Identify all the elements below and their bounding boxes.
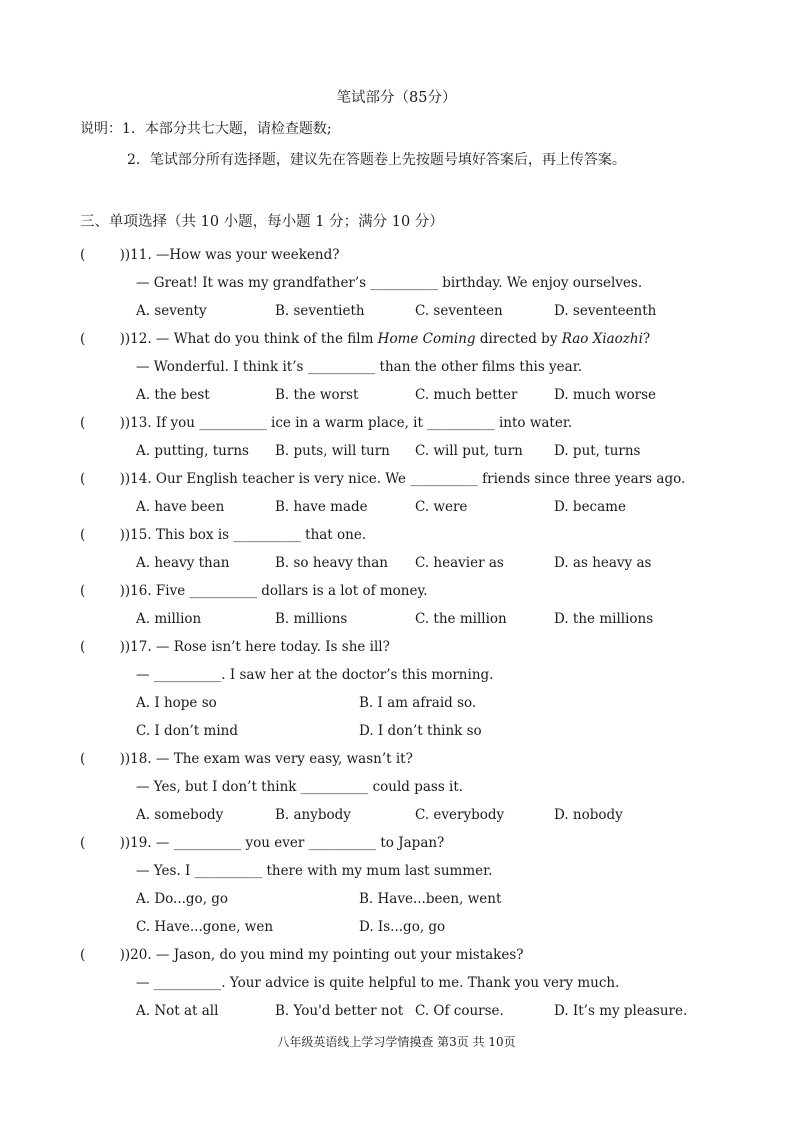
option-c: C. Of course. <box>415 1003 504 1019</box>
question-stem: )16. Five __________ dollars is a lot of money. <box>124 583 428 599</box>
answer-paren: ( ) <box>80 527 125 543</box>
question-14 <box>80 470 685 488</box>
question-sub: — __________. Your advice is quite helpful to me. Thank you very much. <box>136 975 620 991</box>
answer-paren: ( ) <box>80 471 125 487</box>
option-a: A. putting, turns <box>136 443 249 459</box>
option-d: D. Is...go, go <box>359 919 446 935</box>
film-title: Home Coming <box>377 331 476 347</box>
option-b: B. Have...been, went <box>359 891 502 907</box>
option-c: C. will put, turn <box>415 443 523 459</box>
question-stem: )17. — Rose isn’t here today. Is she ill? <box>124 639 390 655</box>
option-b: B. seventieth <box>275 303 365 319</box>
option-a: A. somebody <box>136 807 224 823</box>
option-a: A. Do...go, go <box>136 891 229 907</box>
option-d: D. seventeenth <box>554 303 657 319</box>
option-d: D. I don’t think so <box>359 723 482 739</box>
question-stem: )15. This box is __________ that one. <box>124 527 367 543</box>
option-b: B. millions <box>275 611 348 627</box>
question-19 <box>80 834 444 852</box>
option-c: C. much better <box>415 387 518 403</box>
question-20 <box>80 946 524 964</box>
option-a: A. Not at all <box>136 1003 219 1019</box>
option-a: A. the best <box>136 387 210 403</box>
question-11 <box>80 246 339 264</box>
answer-paren: ( ) <box>80 583 125 599</box>
option-d: D. as heavy as <box>554 555 652 571</box>
page-footer: 八年级英语线上学习学情摸查 第3页 共 10页 <box>277 1035 516 1049</box>
option-d: D. became <box>554 499 626 515</box>
option-a: A. million <box>136 611 202 627</box>
option-b: B. I am afraid so. <box>359 695 477 711</box>
question-sub: — Yes, but I don’t think __________ could pass it. <box>136 779 464 795</box>
option-b: B. anybody <box>275 807 351 823</box>
option-d: D. It’s my pleasure. <box>554 1003 688 1019</box>
answer-paren: ( ) <box>80 639 125 655</box>
question-stem-end: ? <box>642 331 651 347</box>
option-c: C. were <box>415 499 468 515</box>
answer-paren: ( ) <box>80 947 125 963</box>
option-d: D. much worse <box>554 387 657 403</box>
answer-paren: ( ) <box>80 247 125 263</box>
answer-paren: ( ) <box>80 415 125 431</box>
answer-paren: ( ) <box>80 331 125 347</box>
option-c: C. the million <box>415 611 507 627</box>
option-c: C. heavier as <box>415 555 504 571</box>
answer-paren: ( ) <box>80 835 125 851</box>
question-18 <box>80 750 413 768</box>
question-stem: )13. If you __________ ice in a warm place, it __________ into water. <box>124 415 573 431</box>
question-stem-mid: directed by <box>475 331 562 347</box>
option-c: C. Have...gone, wen <box>136 919 274 935</box>
answer-paren: ( ) <box>80 751 125 767</box>
question-stem: )19. — __________ you ever __________ to Japan? <box>124 835 445 851</box>
option-b: B. have made <box>275 499 368 515</box>
question-stem: )14. Our English teacher is very nice. We __________ friends since three years ago. <box>124 471 686 487</box>
option-a: A. I hope so <box>136 695 217 711</box>
option-d: D. the millions <box>554 611 654 627</box>
option-c: C. seventeen <box>415 303 503 319</box>
question-stem: )18. — The exam was very easy, wasn’t it? <box>124 751 413 767</box>
option-a: A. have been <box>136 499 225 515</box>
option-c: C. I don’t mind <box>136 723 238 739</box>
option-b: B. You'd better not <box>275 1003 404 1019</box>
option-b: B. puts, will turn <box>275 443 390 459</box>
question-stem: )11. —How was your weekend? <box>124 247 340 263</box>
question-15 <box>80 526 366 544</box>
question-12 <box>80 330 650 348</box>
option-a: A. seventy <box>136 303 207 319</box>
question-sub: — Great! It was my grandfather’s __________ birthday. We enjoy ourselves. <box>136 275 643 291</box>
option-b: B. so heavy than <box>275 555 388 571</box>
question-17 <box>80 638 390 656</box>
question-sub: — Wonderful. I think it’s __________ than the other films this year. <box>136 359 582 375</box>
option-d: D. nobody <box>554 807 623 823</box>
option-d: D. put, turns <box>554 443 641 459</box>
option-c: C. everybody <box>415 807 505 823</box>
question-sub: — Yes. I __________ there with my mum last summer. <box>136 863 493 879</box>
page-title: 笔试部分（85分） <box>336 90 457 106</box>
director-name: Rao Xiaozhi <box>561 331 643 347</box>
question-16 <box>80 582 428 600</box>
question-stem: )12. — What do you think of the film <box>124 331 378 347</box>
question-sub: — __________. I saw her at the doctor’s this morning. <box>136 667 494 683</box>
option-b: B. the worst <box>275 387 359 403</box>
instruction-line-1: 说明：1．本部分共七大题，请检查题数; <box>80 121 332 137</box>
instruction-line-2: 2．笔试部分所有选择题，建议先在答题卷上先按题号填好答案后，再上传答案。 <box>127 152 626 168</box>
question-stem: )20. — Jason, do you mind my pointing out your mistakes? <box>124 947 524 963</box>
option-a: A. heavy than <box>136 555 230 571</box>
question-13 <box>80 414 572 432</box>
section-heading: 三、单项选择（共 10 小题，每小题 1 分；满分 10 分） <box>80 214 444 230</box>
